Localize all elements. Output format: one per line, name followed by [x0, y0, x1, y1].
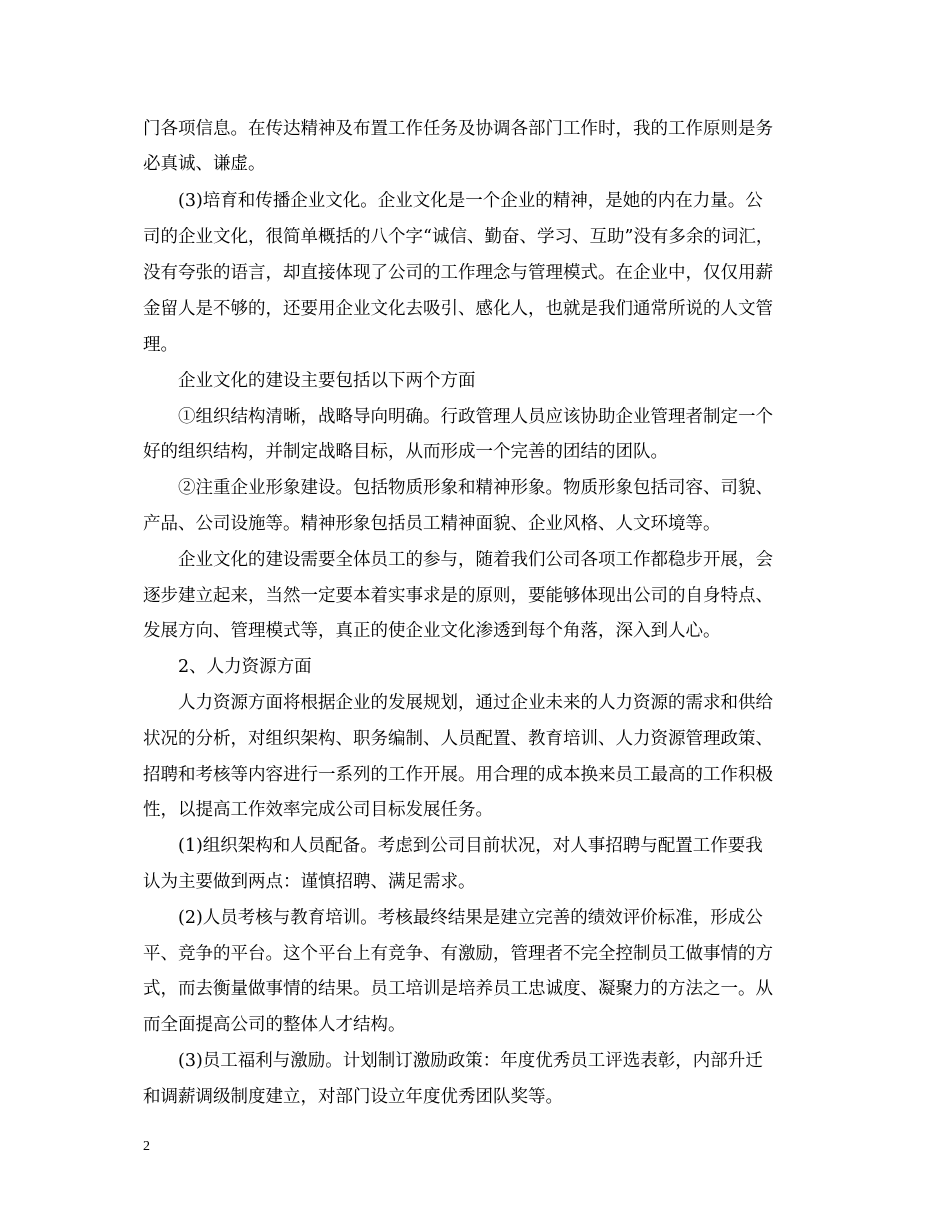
text-line: 招聘和考核等内容进行一系列的工作开展。用合理的成本换来员工最高的工作积极: [143, 765, 773, 785]
page-number: 2: [143, 1139, 150, 1154]
text-line: 产品、公司设施等。精神形象包括员工精神面貌、企业风格、人文环境等。: [143, 514, 721, 534]
text-line: (1)组织架构和人员配备。考虑到公司目前状况，对人事招聘与配置工作要我: [143, 836, 763, 856]
text-line: (3)员工福利与激励。计划制订激励政策：年度优秀员工评选表彰，内部升迁: [143, 1051, 763, 1071]
text-line: 门各项信息。在传达精神及布置工作任务及协调各部门工作时，我的工作原则是务: [143, 119, 773, 139]
text-line: 理。: [143, 335, 178, 355]
text-line: 必真诚、谦虚。: [143, 154, 266, 174]
text-line: 平、竞争的平台。这个平台上有竞争、有激励，管理者不完全控制员工做事情的方: [143, 944, 773, 964]
text-line: 人力资源方面将根据企业的发展规划，通过企业未来的人力资源的需求和供给: [143, 693, 773, 713]
text-line: (3)培育和传播企业文化。企业文化是一个企业的精神，是她的内在力量。公: [143, 191, 763, 211]
text-line: ②注重企业形象建设。包括物质形象和精神形象。物质形象包括司容、司貌、: [143, 478, 773, 498]
text-line: 认为主要做到两点：谨慎招聘、满足需求。: [143, 872, 476, 892]
text-line: 企业文化的建设主要包括以下两个方面: [143, 371, 476, 391]
text-line: 发展方向、管理模式等，真正的使企业文化渗透到每个角落，深入到人心。: [143, 621, 721, 641]
text-line: 和调薪调级制度建立，对部门设立年度优秀团队奖等。: [143, 1087, 563, 1107]
text-line: 而全面提高公司的整体人才结构。: [143, 1015, 406, 1035]
text-line: 好的组织结构，并制定战略目标，从而形成一个完善的团结的团队。: [143, 442, 668, 462]
text-line: 金留人是不够的，还要用企业文化去吸引、感化人，也就是我们通常所说的人文管: [143, 299, 773, 319]
text-line: 企业文化的建设需要全体员工的参与，随着我们公司各项工作都稳步开展，会: [143, 550, 773, 570]
text-line: 逐步建立起来，当然一定要本着实事求是的原则，要能够体现出公司的自身特点、: [143, 586, 773, 606]
text-line: 式，而去衡量做事情的结果。员工培训是培养员工忠诚度、凝聚力的方法之一。从: [143, 979, 773, 999]
section-heading: 2、人力资源方面: [143, 657, 312, 677]
text-line: 司的企业文化，很简单概括的八个字“诚信、勤奋、学习、互助”没有多余的词汇，: [143, 227, 774, 247]
text-line: ①组织结构清晰，战略导向明确。行政管理人员应该协助企业管理者制定一个: [143, 407, 773, 427]
text-line: 状况的分析，对组织架构、职务编制、人员配置、教育培训、人力资源管理政策、: [143, 729, 773, 749]
text-line: (2)人员考核与教育培训。考核最终结果是建立完善的绩效评价标准，形成公: [143, 908, 763, 928]
text-line: 性，以提高工作效率完成公司目标发展任务。: [143, 800, 493, 820]
text-line: 没有夸张的语言，却直接体现了公司的工作理念与管理模式。在企业中，仅仅用薪: [143, 263, 773, 283]
